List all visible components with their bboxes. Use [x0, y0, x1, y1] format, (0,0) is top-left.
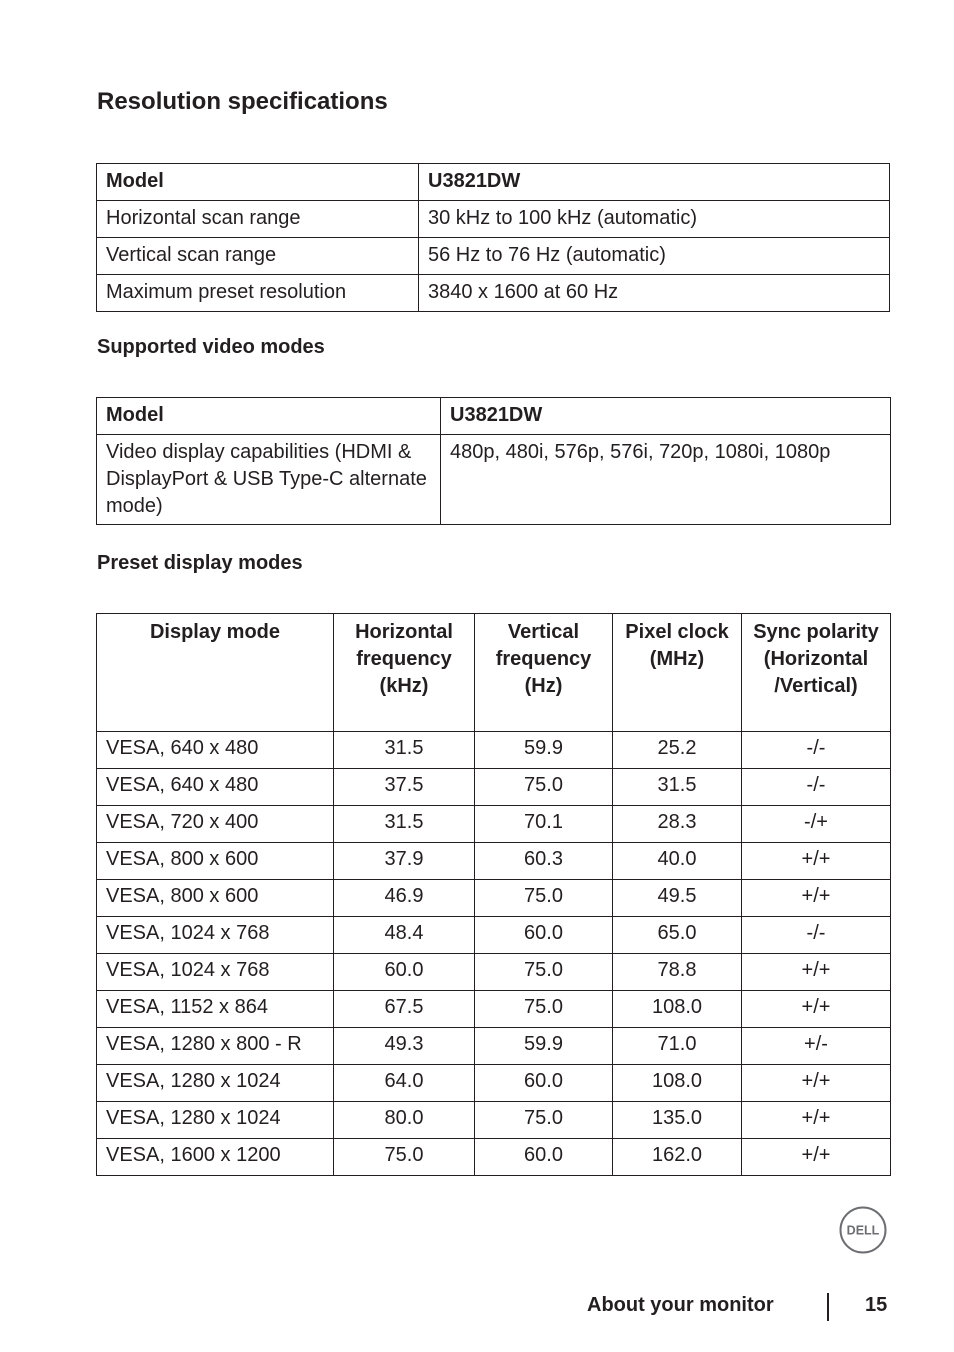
cell-sync-polarity: +/+	[742, 991, 891, 1028]
cell-sync-polarity: +/+	[742, 1065, 891, 1102]
table-row	[97, 732, 891, 769]
cell-pixel-clock: 40.0	[613, 843, 742, 880]
cell-pixel-clock: 162.0	[613, 1139, 742, 1176]
cell-horizontal-frequency: 75.0	[334, 1139, 475, 1176]
table-row	[97, 201, 890, 238]
cell-pixel-clock: 108.0	[613, 1065, 742, 1102]
header-pixel-clock: Pixel clock (MHz)	[613, 614, 742, 732]
footer-section-title: About your monitor	[587, 1294, 774, 1316]
cell-pixel-clock: 78.8	[613, 954, 742, 991]
cell-horizontal-frequency: 48.4	[334, 917, 475, 954]
cell-vertical-frequency: 75.0	[475, 1102, 613, 1139]
header-vertical-frequency: Vertical frequency (Hz)	[475, 614, 613, 732]
footer-divider	[827, 1293, 829, 1321]
page-title: Resolution specifications	[97, 88, 388, 115]
cell-horizontal-frequency: 37.9	[334, 843, 475, 880]
row-label: Horizontal scan range	[97, 201, 419, 238]
row-label: Vertical scan range	[97, 238, 419, 275]
cell-sync-polarity: +/+	[742, 1102, 891, 1139]
cell-pixel-clock: 49.5	[613, 880, 742, 917]
preset-modes-heading: Preset display modes	[97, 552, 303, 574]
resolution-table	[96, 163, 890, 312]
cell-pixel-clock: 108.0	[613, 991, 742, 1028]
cell-pixel-clock: 65.0	[613, 917, 742, 954]
cell-sync-polarity: -/+	[742, 806, 891, 843]
cell-sync-polarity: -/-	[742, 917, 891, 954]
cell-vertical-frequency: 59.9	[475, 1028, 613, 1065]
table-row	[97, 238, 890, 275]
cell-sync-polarity: -/-	[742, 769, 891, 806]
table-row	[97, 843, 891, 880]
header-model-value: U3821DW	[419, 164, 890, 201]
cell-horizontal-frequency: 37.5	[334, 769, 475, 806]
cell-horizontal-frequency: 31.5	[334, 732, 475, 769]
row-value: 56 Hz to 76 Hz (automatic)	[419, 238, 890, 275]
cell-sync-polarity: +/+	[742, 880, 891, 917]
cell-horizontal-frequency: 31.5	[334, 806, 475, 843]
cell-display-mode: VESA, 1024 x 768	[97, 954, 334, 991]
cell-display-mode: VESA, 1152 x 864	[97, 991, 334, 1028]
cell-vertical-frequency: 60.0	[475, 1139, 613, 1176]
cell-vertical-frequency: 70.1	[475, 806, 613, 843]
cell-display-mode: VESA, 800 x 600	[97, 880, 334, 917]
video-modes-heading: Supported video modes	[97, 336, 325, 358]
dell-logo-text: DELL	[846, 1223, 880, 1238]
cell-display-mode: VESA, 720 x 400	[97, 806, 334, 843]
cell-horizontal-frequency: 46.9	[334, 880, 475, 917]
table-row	[97, 1065, 891, 1102]
table-row	[97, 1028, 891, 1065]
cell-sync-polarity: +/+	[742, 954, 891, 991]
cell-pixel-clock: 71.0	[613, 1028, 742, 1065]
cell-horizontal-frequency: 60.0	[334, 954, 475, 991]
cell-display-mode: VESA, 1024 x 768	[97, 917, 334, 954]
dell-logo	[839, 1206, 887, 1254]
cell-horizontal-frequency: 67.5	[334, 991, 475, 1028]
cell-pixel-clock: 31.5	[613, 769, 742, 806]
cell-display-mode: VESA, 640 x 480	[97, 732, 334, 769]
cell-sync-polarity: +/+	[742, 843, 891, 880]
header-horizontal-frequency: Horizontal frequency (kHz)	[334, 614, 475, 732]
table-row	[97, 991, 891, 1028]
table-row	[97, 769, 891, 806]
row-value: 480p, 480i, 576p, 576i, 720p, 1080i, 1080p	[441, 435, 891, 525]
cell-vertical-frequency: 75.0	[475, 954, 613, 991]
header-model: Model	[97, 398, 441, 435]
table-header-row	[97, 164, 890, 201]
header-model: Model	[97, 164, 419, 201]
table-row	[97, 806, 891, 843]
cell-display-mode: VESA, 1280 x 1024	[97, 1065, 334, 1102]
header-model-value: U3821DW	[441, 398, 891, 435]
table-row	[97, 954, 891, 991]
cell-sync-polarity: +/+	[742, 1139, 891, 1176]
table-row	[97, 435, 891, 525]
cell-vertical-frequency: 59.9	[475, 732, 613, 769]
cell-horizontal-frequency: 49.3	[334, 1028, 475, 1065]
cell-pixel-clock: 25.2	[613, 732, 742, 769]
row-value: 3840 x 1600 at 60 Hz	[419, 275, 890, 312]
video-modes-table	[96, 397, 891, 525]
table-row	[97, 275, 890, 312]
table-row	[97, 1139, 891, 1176]
cell-vertical-frequency: 60.0	[475, 1065, 613, 1102]
table-row	[97, 917, 891, 954]
preset-modes-body	[97, 732, 891, 1176]
cell-vertical-frequency: 75.0	[475, 880, 613, 917]
table-row	[97, 880, 891, 917]
cell-horizontal-frequency: 64.0	[334, 1065, 475, 1102]
row-label: Maximum preset resolution	[97, 275, 419, 312]
cell-sync-polarity: +/-	[742, 1028, 891, 1065]
header-sync-polarity: Sync polarity (Horizontal /Vertical)	[742, 614, 891, 732]
cell-pixel-clock: 28.3	[613, 806, 742, 843]
cell-vertical-frequency: 75.0	[475, 769, 613, 806]
cell-sync-polarity: -/-	[742, 732, 891, 769]
cell-vertical-frequency: 60.3	[475, 843, 613, 880]
table-header-row	[97, 398, 891, 435]
table-header-row	[97, 614, 891, 732]
header-display-mode: Display mode	[97, 614, 334, 732]
page-number: 15	[865, 1294, 888, 1316]
cell-display-mode: VESA, 800 x 600	[97, 843, 334, 880]
row-value: 30 kHz to 100 kHz (automatic)	[419, 201, 890, 238]
cell-display-mode: VESA, 1600 x 1200	[97, 1139, 334, 1176]
cell-display-mode: VESA, 1280 x 800 - R	[97, 1028, 334, 1065]
table-row	[97, 1102, 891, 1139]
preset-modes-table	[96, 613, 891, 1176]
cell-horizontal-frequency: 80.0	[334, 1102, 475, 1139]
cell-display-mode: VESA, 640 x 480	[97, 769, 334, 806]
row-label: Video display capabilities (HDMI & DisplayPort & USB Type-C alternate mode)	[97, 435, 441, 525]
cell-display-mode: VESA, 1280 x 1024	[97, 1102, 334, 1139]
cell-pixel-clock: 135.0	[613, 1102, 742, 1139]
cell-vertical-frequency: 60.0	[475, 917, 613, 954]
cell-vertical-frequency: 75.0	[475, 991, 613, 1028]
